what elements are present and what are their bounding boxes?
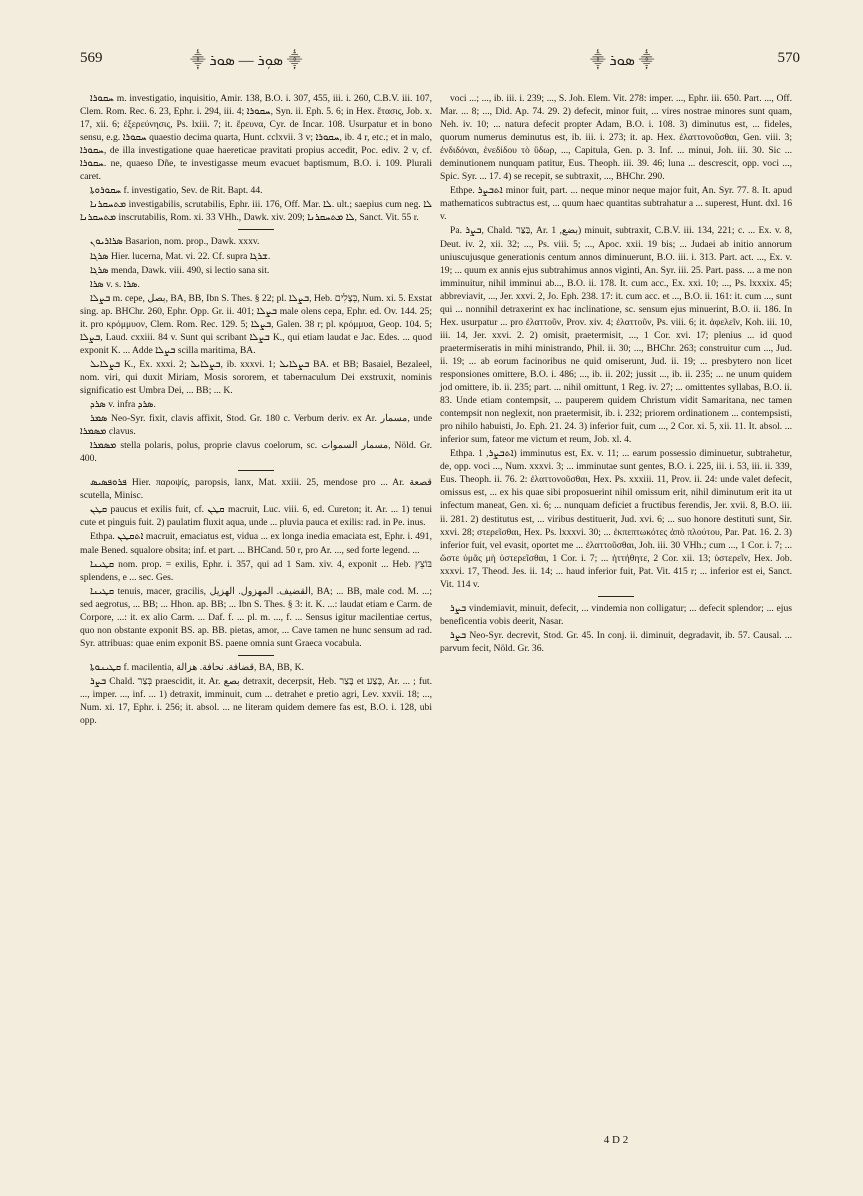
dictionary-entry: ܩܛܝܢܘܬܐ f. macilentia, قضافة. نحافة. هزالة, BA, BB, K. [90,661,304,673]
dictionary-entry: Ethpe. ܐܬܒܨܪ minor fuit, part. ... neque minor neque major fuit, An. Syr. 77. 8. It. apud mathematicos subtractus est, ... quum haec quantitas subtrahatur a ... superest, Hunt. dxl. 16 v. [440,185,792,223]
dictionary-entry: ܒܨܠܐ m. cepe, بصل, BA, BB, Ibn S. Thes. § 22; pl. ܒܨܠܐ, Heb. בְּצָלִים, Num. xi. 5. Exstat sing. ap. BHChr. 260, Ephr. Opp. Gr. ii. 401; ܒܨܠܐ male olens cepa, Ephr. ed. Ov. 144. 25; it. pro κρόμμυον, Clem. Rom. Rec. 129. 5; ܒܨܠܐ, Galen. 38 r; pl. κρόμμυα, Geop. 104. 5; ܒܨܠܐ, Laud. cxxiii. 84 v. Sunt qui scribant ܒܨܠܐ K., qui etiam laudat e Jac. Edes. ... quod exponit K. ... Adde ܒܨܠܐ scilla maritima, BA. [80,292,433,356]
entry-divider [238,229,274,230]
page-number-right: 570 [777,50,800,66]
page-number-left: 569 [80,50,103,66]
dictionary-entry: ܩܛܢ paucus et exilis fuit, cf. ܩܛܢ macruit, Luc. viii. 6, ed. Cureton; it. Ar. ... 1) tenui cute et pinguis fuit. 2) paulatim fluxit aqua, unde ... pluvia pauca et exilis: rad. in Pe. inus. [80,504,433,529]
right-column [440,92,792,656]
running-title-right: ⸎ ܣܘܪ ⸎ [590,53,655,69]
dictionary-entry: ܒܨܪ Neo-Syr. decrevit, Stod. Gr. 45. In conj. ii. diminuit, degradavit, ib. 57. Causal. ... parvum fecit, Nöld. Gr. 36. [440,629,792,654]
dictionary-entry: Pa. ܒܨܪ, Chald. בַּצַּר, Ar. بضع, 1) minuit, subtraxit, C.B.V. iii. 134, 221; c. ... Ex. v. 8, Deut. iv. 2, xii. 32; ..., Ps. viii. 5; ..., Apoc. xxii. 19 bis; ... Judaei ab initio annorum uniuscujusque generationis centum annos diminuerunt, B.O. iii. i. 313. Part. act. ..., Ex. v. 19; ... quum ex annis ejus subtrahimus annos viginti, An. Syr. iii. 25. Part. pass. ... a me non imminuitur, nihil imminui ab..., B.O. ii. 178. It. cum acc., Ex. xxi. 10; ..., Ps. lxxxix. 45; abbreviavit, ..., Jer. xxvi. 2, Jo. Eph. 238. 17: it. cum acc. et ..., B.O. ii. 161: it. cum ..., sunt qui ... nonnihil detraxerint ex hac inclinatione, sc. sensum ejus minuerint, B.O. ii. 186. In Hex. usurpatur ... pro ἐλαττοῦν, Prov. xiv. 4; ἐλαττοῦν, Ps. viii. 6; it. ἀφελεῖν, Koh. iii. 10, iii. 14, Jer. xxvi. 2. 2) omisit, praetermisit, ..., 1 Cor. xvi. 17; plenius ... id quod praetermiseratis in mihi ministrando, Phil. ii. 30; ..., BHChr. 263; construitur cum ..., Jud. ii. 19; ... ab eorum facinoribus ne quid omiserunt, Jud. ii. 19; ... presbytero non licet responsiones omittere, B.O. i. 486; ..., ib. ii. 202; jussit ..., ib. ii. 235; ... ne unum quidem jod omittere, ib. ii. 235; part. ... nihil omittunt, 1 Reg. iv. 27; ... omittentes syllabas, B.O. ii. 83. Unde etiam contempsit, ... pauperem quidem Christum vidit Samaritana, nec tamen contempsit non neglexit, non praetermisit, ib. i. 232; priorem ordinationem ... contempsisti, pro nihilo habuisti, Jo. Eph. 21. 24. 3) inferior fuit, cum ..., 2 Cor. xi. 5, xii. 11. It. absol. ... inferior sum, fateor me victum et reum, Job. xl. 4. [440,225,792,446]
dictionary-entry: ܚܩܘܪܐ m. investigatio, inquisitio, Amir. 138, B.O. i. 307, 455, iii. i. 260, C.B.V. iii. 107, Clem. Rom. Rec. 6. 23, Ephr. i. 294, iii. 4; ܚܩܘܪܐ, Syn. ii. Eph. 5. 6; in Hex. ἔτασις, Job. x. 17, xii. 6; ἐξερεύνησις, Ps. lxiii. 7; it. ἔρευνα, Cyr. de Incar. 108. Usurpatur et in bono sensu, e.g. ܚܩܘܪܐ quaestio decima quarta, Hunt. cclxvii. 3 v; ܚܩܘܪܐ, ib. 4 r, etc.; et in malo, ܚܩܘܪܐ, de illa investigatione quae haereticae pravitati propius accedit, Poc. ediv. 2 v, cf. ܚܩܘܪܐ. ne, quaeso Dñe, te investigasse meum evacuet baptismum, B.O. i. 109. Plurali caret. [80,93,433,183]
dictionary-entry: voci ...; ..., ib. iii. i. 239; ..., S. Joh. Elem. Vit. 278: imper. ..., Ephr. iii. 650. Part. ..., Off. Mar. ... 8; ..., Did. Ap. 74. 29. 2) defecit, minor fuit, ... vires nostrae minores sunt quam, Neh. iv. 10; ... natura defecit propter Adam, B.O. i. 108. 3) diminutus est, ... fideles, quorum numerus deminutus est, ib. iii. i. 273; it. ap. Hex. ἐλαττονοῦσθαι, Gen. viii. 3; ἐνδιδόναι, ἐνεδίδου τὸ ὕδωρ, ..., Capitula, Gen. p. 3. Inf. ... minui, Joh. iii. 30. Sic ... deminutionem nunquam patitur, Eus. Theoph. iii. 39. 46; luna ... descrescit, opp. voci ..., Spic. Syr. ... 17. 4) se recepit, se subtraxit, ..., BHChr. 290. [440,93,792,183]
dictionary-entry: ܒܨܪ vindemiavit, minuit, defecit, ... vindemia non colligatur; ... defecit splendor; ... ejus beneficentia vobis deerit, Nasar. [440,602,792,627]
page-header [80,50,800,74]
dictionary-entry: Ethpa. ܐܬܩܛܢ macruit, emaciatus est, vidua ... ex longa inedia emaciata est, Ephr. i. 491, male Bened. squalore obsita; inf. et part. ... BHCand. 50 r, pro Ar. ..., sed forte legend. ... [80,531,432,556]
dictionary-entry: ܒܨܪ Chald. בְּצַר praescidit, it. Ar. بصع detraxit, decerpsit, Heb. בָּצַר et בָּצַע, Ar. ... ; fut. ..., imper. ..., inf. ... 1) detraxit, imminuit, cum ... detrahet e pretio agri, Lev. xxvii. 18; ..., Num. xi. 17, Ephr. i. 256; it. absol. ... ne literam quidem demere fas est, B.O. i. 128, ubi opp. [80,675,432,727]
running-title-left: ⸎ ܣܘܼܪ — ܣܘܪ ⸎ [190,53,303,69]
signature-mark: 4 D 2 [603,1134,629,1146]
dictionary-entry: ܒܨܠܐܝܠ K., Ex. xxxi. 2; ܒܨܠܐܝܠ, ib. xxxvi. 1; ܒܨܠܐܝܠ BA. et BB; Basaiel, Bezaleel, nom. viri, qui duxit Miriam, Mosis sororem, et tabernaculum Dei exstruxit, nominis significatio est Umbra Dei, ... BB; ... K. [80,358,432,396]
dictionary-entry: ܩܛܝܢܐ tenuis, macer, gracilis, القضيف. المهزول. الهزيل, BA; ... BB, male cod. M. ...; sed aegrotus, ... BB; ... Hhon. ap. BB; ... Ibn S. Thes. § 3: it. K. ...: laudat etiam e Carm. de Corpore, ...: it. ex alio Carm. ... Daf. f. ... pl. m. ..., f. ... Sensus igitur macilentiae certus, quo non obstante exponit BS. ap. BB. pietas, amor, ... Cave tamen ne hunc sensum ad rad. Syr. attribuas: quae enim exponit BS. paene omnia sunt Graeca vocabula. [80,585,432,649]
entry-divider [238,655,274,656]
dictionary-entry: Ethpa. ܐܬܒܨܪ, 1) imminutus est, Ex. v. 11; ... earum possessio diminuetur, subtrahetur, de, opp. voci ..., Num. xxxvi. 3; ... imminutae sunt gentes, B.O. i. 225, iii. i. 53, iii. ii. 339, Eus. Theoph. ii. 76. 2: ἐλαττονοῦσθαι, Hex. Ps. xxxiii. 11, Prov. ii. 24: unde valet defecit, omissus est, ... ex his quae sibi proposuerint nihil omissum erit, nihil diminutum erit ita ut infectum maneat, Gen. xi. 6; ... nunquam deficiet a fructibus ferendis, Jer. xvii. 8, B.O. iii. ii. 281. 2) destitutus est, ... viribus destituerit, Jud. xvi. 6; ... suo honore destituti sunt, Sir. xxvi. 28; στερεῖσθαι, Hex. Ps. lxxxvi. 30; ... ἐκπεπτωκότες ἀπὸ πλούτου, Par. Pat. 16. 2. 3) inferior fuit, vel evasit, oportet me ... ἐλαττοῦσθαι, Joh. iii. 30 VHh.; cum ..., 1 Cor. i. 7; ... ὥστε ὑμᾶς μὴ ὑστερεῖσθαι, 1 Cor. i. 7; ... ἡττήθητε, 2 Cor. xii. 13; ὑστερεῖν, Hex. Job. xxxvi. 17, Theod. Jes. ii. 14; ... haud inferior fuit, Pat. Vit. 415 r; ... inferior est ei, Sanct. Vit. 114 v. [440,448,792,590]
dictionary-entry: ܣܪܓܐ Hier. lucerna, Mat. vi. 22. Cf. supra ܫܪܓܐ. [90,250,271,262]
dictionary-entry: ܣܪܓܐ menda, Dawk. viii. 490, si lectio sana sit. [90,264,270,276]
dictionary-entry: ܡܬܚܩܪܢܐ investigabilis, scrutabilis, Ephr. iii. 176, Off. Mar. ܠܐ. ult.; saepius cum neg. ܠܐ ܡܬܚܩܪܢܐ inscrutabilis, Rom. xi. 33 VHh., Dawk. xiv. 209; ܠܐ ܡܬܚܩܪܢܐ, Sanct. Vit. 55 r. [80,199,433,224]
entry-divider [238,470,274,471]
entry-divider [598,596,634,597]
dictionary-entry: ܣܪܐ v. s. ܣܪܐ. [90,278,140,290]
dictionary-entry: ܡܣܡܪܐ stella polaris, polus, proprie clavus coelorum, sc. مسمار السموات, Nöld. Gr. 400. [80,440,432,465]
dictionary-entry: ܣܡܪ Neo-Syr. fixit, clavis affixit, Stod. Gr. 180 c. Verbum deriv. ex Ar. مسمار, unde ܡܣܡܪܐ clavus. [80,413,432,438]
left-column [80,92,432,728]
dictionary-entry: ܚܩܘܪܘܬܐ f. investigatio, Sev. de Rit. Bapt. 44. [90,185,263,197]
dictionary-entry: ܩܛܝܢܐ nom. prop. = exilis, Ephr. i. 357, qui ad 1 Sam. xiv. 4, exponit ... Heb. בּוֹצֵץ splendens, e ... sec. Ges. [80,558,432,583]
dictionary-entry: ܦܪܘܦܣܝܣ Hier. παροψίς, paropsis, lanx, Mat. xxiii. 25, mendose pro ... Ar. قصعة scutella, Minisc. [80,477,432,502]
dictionary-entry: ܣܪܕ v. infra ܣܪܕ. [90,399,156,411]
dictionary-entry: ܣܪܐܪܝܘܢ Basarion, nom. prop., Dawk. xxxv. [90,236,260,248]
